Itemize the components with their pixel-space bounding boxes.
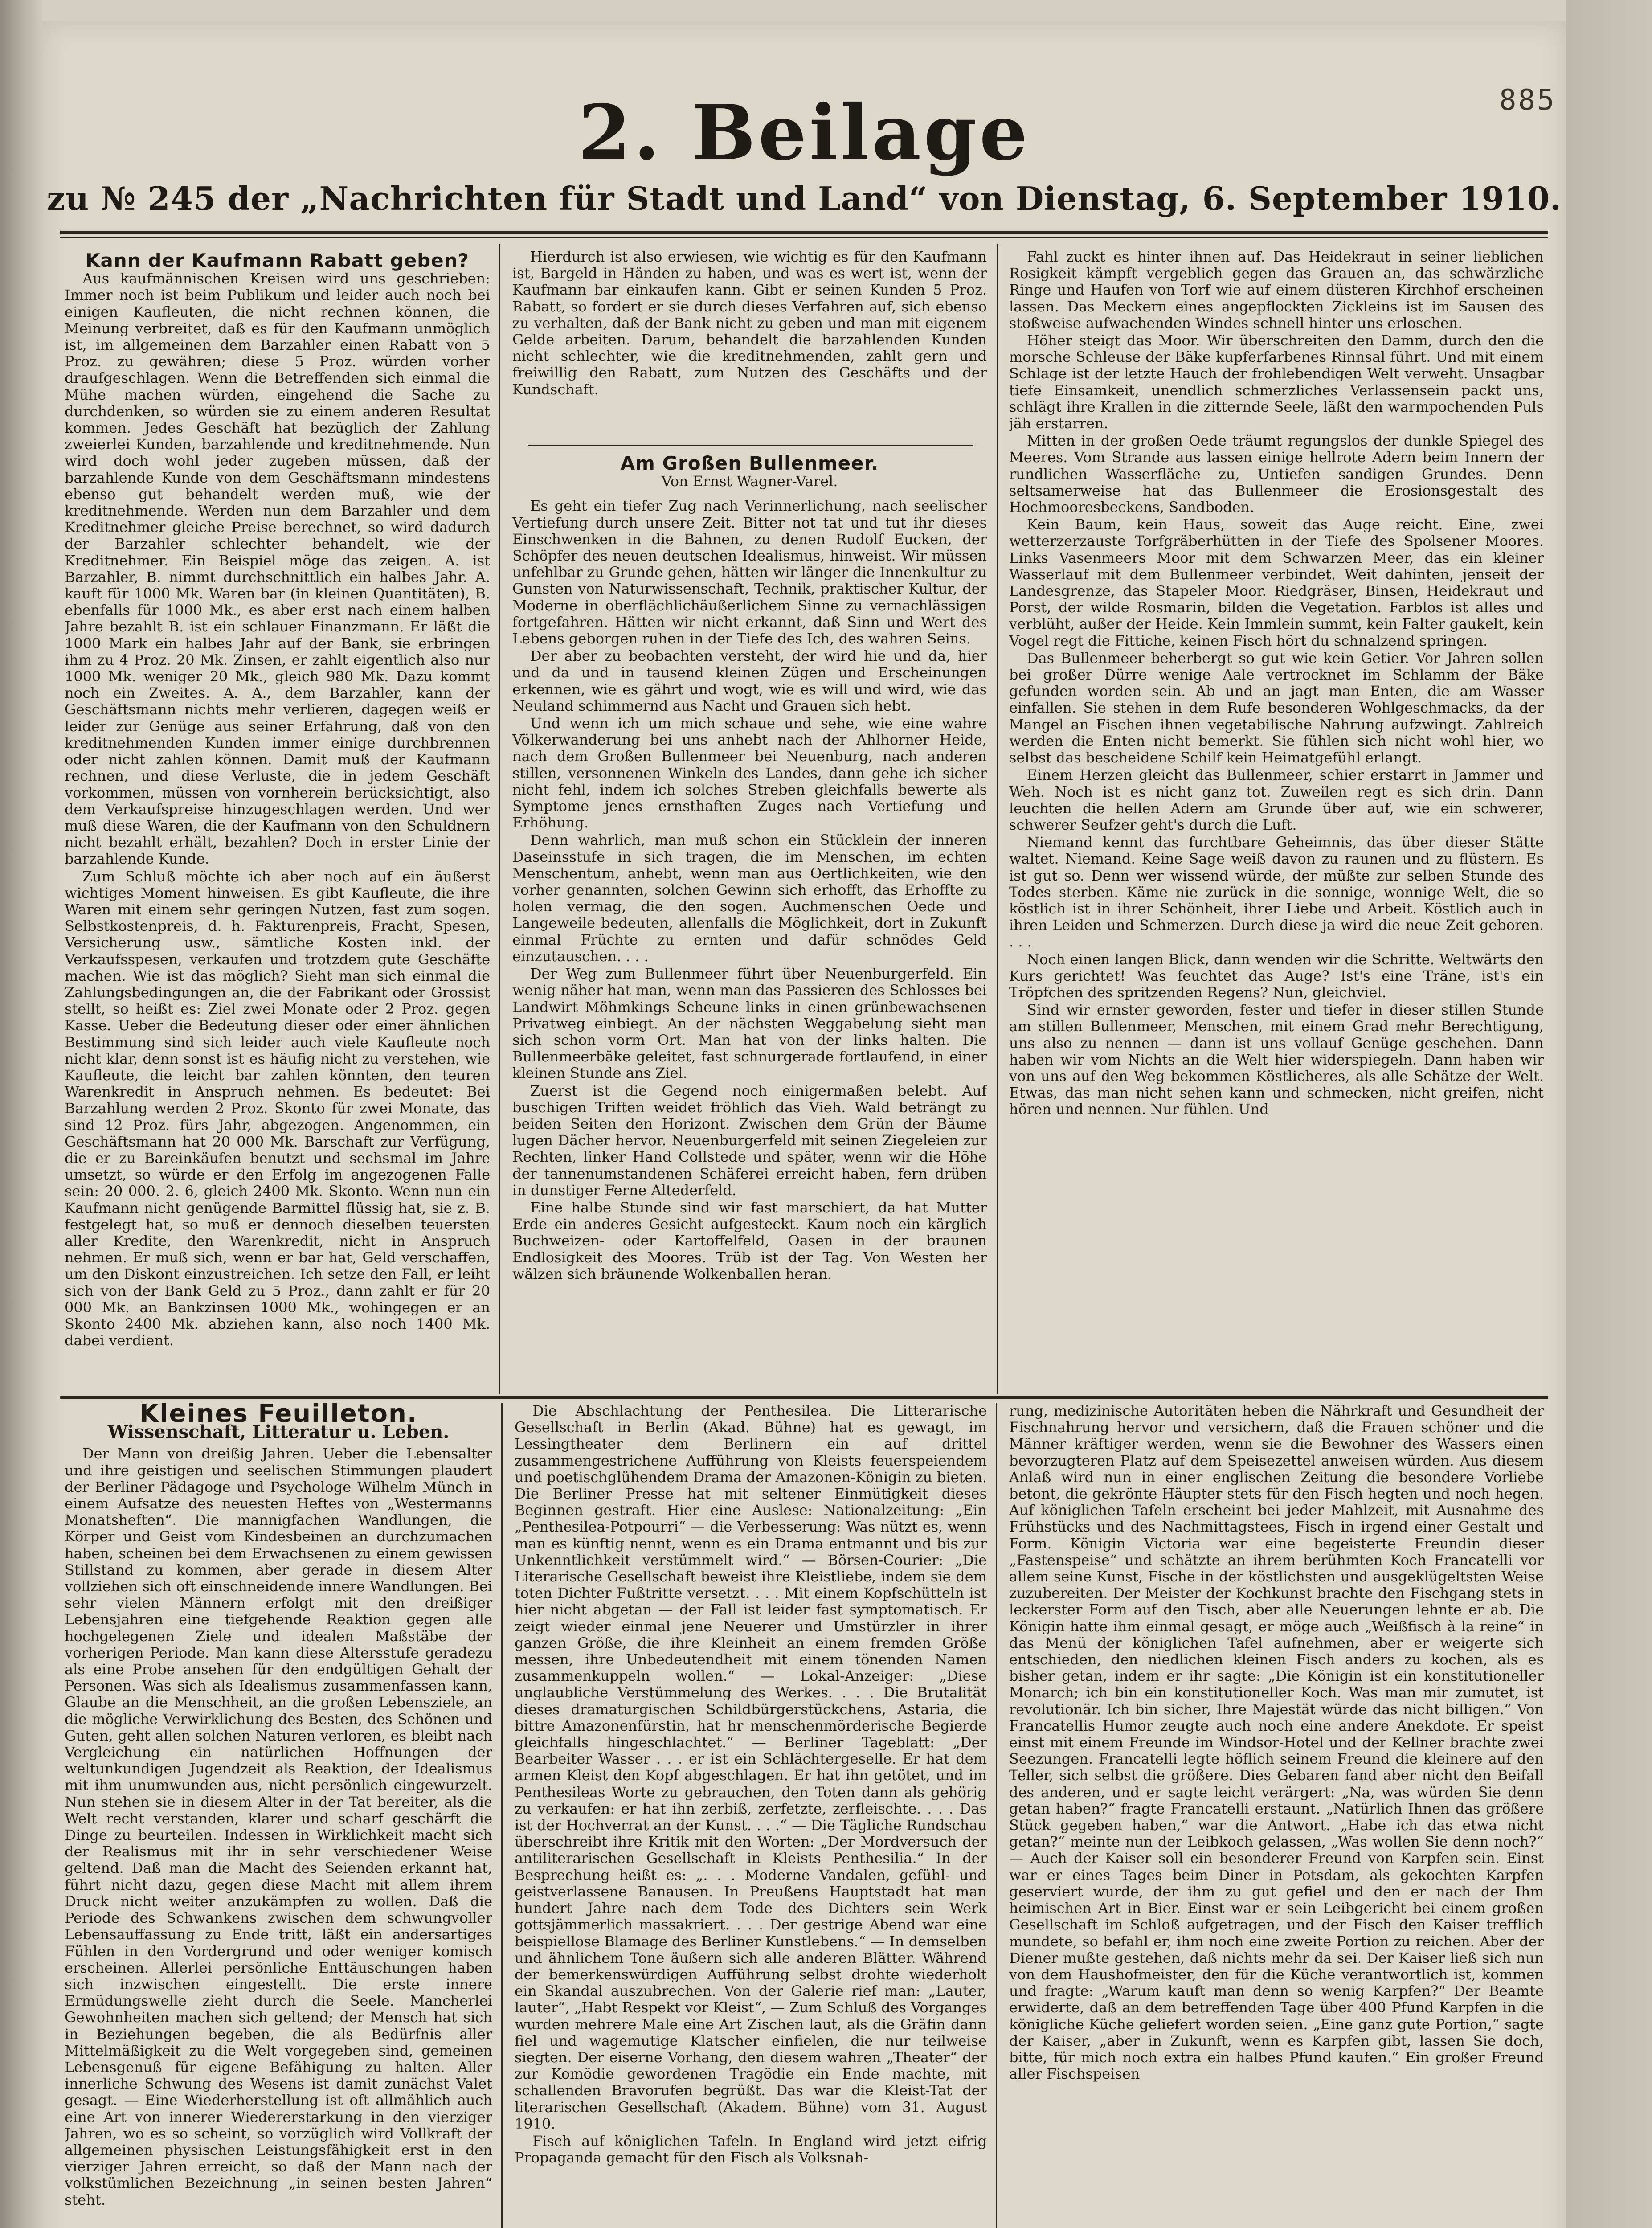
paragraph: Aus kaufmännischen Kreisen wird uns geschrieben: Immer noch ist beim Publikum und leider auch noch bei einigen Kaufleuten, die nicht rechnen können, die Meinung verbreitet, daß es für den Kaufmann unmöglich ist, im allgemeinen dem Barzahler einen Rabatt von 5 Proz. zu gewähren; diese 5 Proz. würden vorher draufgeschlagen. Wenn die Betreffenden sich einmal die Mühe machen würden, eingehend die Sache zu durchdenken, so würden sie zu einem anderen Resultat kommen. Jedes Geschäft hat bezüglich der Zahlung zweierlei Kunden, barzahlende und kreditnehmende. Nun wird doch wohl jeder zugeben müssen, daß der barzahlende Kunde von dem Geschäftsmann mindestens ebenso gut behandelt werden muß, wie der kreditnehmende. Werden nun dem Barzahler und dem Kreditnehmer gleiche Preise berechnet, so wird dadurch der Barzahler schlechter behandelt, wie der Kreditnehmer. Ein Beispiel möge das zeigen. A. ist Barzahler, B. nimmt durchschnittlich ein halbes Jahr. A. kauft für 1000 Mk. Waren bar (in kleinen Quantitäten), B. ebenfalls für 1000 Mk., es aber erst nach einem halben Jahre bezahlt B. ist ein schlauer Finanzmann. Er läßt die 1000 Mark ein halbes Jahr auf der Bank, sie erbringen ihm zu 4 Proz. 20 Mk. Zinsen, er zahlt eigentlich also nur 1000 Mk. weniger 20 Mk., gleich 980 Mk. Dazu kommt noch ein Zweites. A. A., dem Barzahler, kann der Geschäftsmann nichts mehr verlieren, dagegen weiß er leider zur Genüge aus seiner Erfahrung, daß von den kreditnehmenden Kunden immer einige durchbrennen oder nicht zahlen können. Damit muß der Kaufmann rechnen, und diese Verluste, die in jedem Geschäft vorkommen, müssen von vornherein berücksichtigt, also dem Verkaufspreise hinzugeschlagen werden. Und wer muß diese Waren, die der Kaufmann von den Schuldnern nicht bezahlt erhält, bezahlen? Doch in erster Linie der barzahlende Kunde. [65,270,490,868]
section-subtitle: Wissenschaft, Litteratur u. Leben. [107,1421,450,1443]
column-bullenmeer-continued [1009,249,1544,1394]
paragraph: Fisch auf königlichen Tafeln. In England wird jetzt eifrig Propaganda gemacht für den Fisch als Volksnah- [515,2132,987,2167]
column-divider [997,244,998,1394]
paragraph: Es geht ein tiefer Zug nach Verinnerlichung, nach seelischer Vertiefung durch unsere Zeit. Bitter not tat und tut ihr dieses Einschwenken in die Bahnen, zu denen Rudolf Eucken, der Schöpfer des neuen deutschen Idealismus, hinweist. Wir müssen unfehlbar zu Grunde gehen, hätten wir länger die Innenkultur zu Gunsten von Naturwissenschaft, Technik, praktischer Kultur, der Moderne in oberflächlichäußerlichem Sinne zu vernachlässigen fortgefahren. Hätten wir nicht erkannt, daß Sinn und Wert des Lebens geborgen ruhen in der Tiefe des Ich, des wahren Seins. [512,497,987,647]
column-feuilleton [65,1403,492,2228]
paragraph: Der Weg zum Bullenmeer führt über Neuenburgerfeld. Ein wenig näher hat man, wenn man das Passieren des Schlosses bei Landwirt Möhmkings Scheune links in einen grünbewachsenen Privatweg einbiegt. An der nächsten Weggabelung sieht man sich schon vorm Ort. Man hat von der links halten. Die Bullenmeerbäke geleitet, fast schnurgerade fortlaufend, in einer kleinen Stunde ans Ziel. [512,965,987,1082]
column-divider [501,1403,503,2228]
paragraph: Höher steigt das Moor. Wir überschreiten den Damm, durch den die morsche Schleuse der Bäke kupferfarbenes Rinnsal führt. Und mit einem Schlage ist der letzte Hauch der frohlebendigen Welt verweht. Unsagbar tiefe Einsamkeit, unendlich schmerzliches Verlassensein packt uns, schlägt ihre Krallen in die zitternde Seele, läßt den warmpochenden Puls jäh erstarren. [1009,332,1544,432]
column-rabatt [65,249,490,1394]
paragraph: Fahl zuckt es hinter ihnen auf. Das Heidekraut in seiner lieblichen Rosigkeit kämpft vergeblich gegen das Grauen an, das schwärzliche Ringe und Haufen von Torf wie auf einem düsteren Kirchhof erscheinen lassen. Das Meckern eines angepflockten Zickleins ist im Sausen des stoßweise aufwachenden Windes schnell hinter uns erloschen. [1009,249,1544,332]
paragraph: Noch einen langen Blick, dann wenden wir die Schritte. Weltwärts den Kurs gerichtet! Was feuchtet das Auge? Ist's eine Träne, ist's ein Tröpfchen des spritzenden Regens? Nun, gleichviel. [1009,950,1544,1001]
newspaper-page [42,21,1566,2228]
paragraph: Der Mann von dreißig Jahren. Ueber die Lebensalter und ihre geistigen und seelischen Stimmungen plaudert der Berliner Pädagoge und Psychologe Wilhelm Münch in einem Aufsatze des neuesten Heftes von „Westermanns Monatsheften“. Die mannigfachen Wandlungen, die Körper und Geist vom Kindesbeinen an durchzumachen haben, scheinen bei dem Erwachsenen zu einem gewissen Stillstand zu kommen, aber gerade in diesem Alter vollziehen sich oft einschneidende innere Wandlungen. Bei sehr vielen Männern erfolgt mit den dreißiger Lebensjahren eine tiefgehende Reaktion gegen alle hochgelegenen Ziele und idealen Maßstäbe der vorherigen Periode. Man kann diese Altersstufe geradezu als eine Probe ansehen für den endgültigen Gehalt der Personen. Was sich als Idealismus zusammenfassen kann, Glaube an die Menschheit, an die großen Lebensziele, an die mögliche Verwirklichung des Besten, des Schönen und Guten, geht allen solchen Naturen verloren, es bleibt nach Vergleichung ein natürlichen Hoffnungen der weltunkundigen Jugendzeit als Reaktion, der Idealismus mit ihm unumwunden aus, nicht persönlich eingewurzelt. Nun stehen sie in diesem Alter in der Tat bereiter, als die Welt recht verstanden, klarer und scharf geschärft die Dinge zu beurteilen. Indessen in Wirklichkeit macht sich der Realismus mit ihr in sehr verschiedener Weise geltend. Daß man die Macht des Seienden erkannt hat, führt nicht dazu, gegen diese Macht mit allem ihrem Druck nicht weiter anzukämpfen zu wollen. Daß die Periode des Schwankens zwischen dem schwungvoller Lebensauffassung zu Ende tritt, läßt ein andersartiges Fühlen in den Vordergrund und oder weniger komisch erscheinen. Allerlei persönliche Enttäuschungen haben sich inzwischen eingestellt. Die erste innere Ermüdungswelle zieht durch die Seele. Mancherlei Gewohnheiten machen sich geltend; der Mensch hat sich in Beziehungen begeben, die als Bedürfnis aller Mittelmäßigkeit zu die Welt vorgegeben sind, gemeinen Lebensgenuß für eigene Befähigung zu halten. Aller innerliche Schwung des Wesens ist damit zunächst Valet gesagt. — Eine Wiederherstellung ist oft allmählich auch eine Art von innerer Wiedererstarkung in den vierziger Jahren, wo es so scheint, so vorzüglich wird Vollkraft der allgemeinen physischen Leistungsfähigkeit erst in den vierziger Jahren erreicht, so daß der Mann nach der volkstümlichen Bezeichnung „in seinen besten Jahren“ steht. [65,1445,492,2208]
article-separator [528,445,973,446]
paragraph: Hierdurch ist also erwiesen, wie wichtig es für den Kaufmann ist, Bargeld in Händen zu haben, und was es wert ist, wenn der Kaufmann bar einkaufen kann. Gibt er seinen Kunden 5 Proz. Rabatt, so fordert er sie durch dieses Verfahren auf, sich ebenso zu verhalten, daß der Bank nicht zu geben und man mit eigenem Gelde arbeiten. Darum, behandelt die barzahlenden Kunden nicht schlechter, wie die kreditnehmenden, zahlt gern und freiwillig den Rabatt, zum Nutzen des Geschäfts und der Kundschaft. [512,249,987,398]
column-divider [499,244,500,1394]
column-bullenmeer [512,451,987,1394]
paragraph: Und wenn ich um mich schaue und sehe, wie eine wahre Völkerwanderung bei uns anhebt nach der Ahlhorner Heide, nach dem Großen Bullenmeer bei Neuenburg, nach anderen stillen, versonnenen Winkeln des Landes, dann gehe ich sicher nicht fehl, indem ich solches Streben gleichfalls bewerte als Symptome jenes ernsthaften Zuges nach Vertiefung und Erhöhung. [512,715,987,831]
paragraph: rung, medizinische Autoritäten heben die Nährkraft und Gesundheit der Fischnahrung hervor und versichern, daß die Frauen schöner und die Männer kräftiger werden, wenn sie die Bewohner des Wassers einen bevorzugteren Platz auf dem Speisezettel anweisen würden. Aus diesem Anlaß wird nun in einer englischen Zeitung die besondere Vorliebe betont, die gekrönte Häupter stets für den Fisch hegten und noch hegen. Auf königlichen Tafeln erscheint bei jeder Mahlzeit, mit Ausnahme des Frühstücks und des Nachmittagstees, Fisch in irgend einer Gestalt und Form. Königin Victoria war eine begeisterte Freundin dieser „Fastenspeise“ und schätzte an ihrem berühmten Koch Francatelli vor allem seine Kunst, Fische in der köstlichsten und ausgeklügeltsten Weise zuzubereiten. Der Meister der Kochkunst brachte den Fischgang stets in leckerster Form auf den Tisch, aber alle Neuerungen lehnte er ab. Die Königin hatte ihm einmal gesagt, er möge auch „Weißfisch à la reine“ in das Menü der königlichen Tafel aufnehmen, aber er weigerte sich entschieden, den niedlichen kleinen Fisch anders zu kochen, als es bisher getan, indem er ihr sagte: „Die Königin ist ein konstitutioneller Monarch; ich bin ein konstitutioneller Koch. Was man mir zumutet, ist revolutionär. Ich bin sicher, Ihre Majestät würde das nicht billigen.“ Von Francatellis Humor zeugte auch noch eine andere Anekdote. Er speist einst mit einem Freunde im Windsor-Hotel und der Kellner brachte zwei Seezungen. Francatelli legte höflich seinem Freund die kleinere auf den Teller, sich selbst die größere. Dies Gebaren fand aber nicht den Beifall des anderen, und er sagte leicht verärgert: „Na, was würden Sie denn getan haben?“ fragte Francatelli erstaunt. „Natürlich Ihnen das größere Stück gegeben haben,“ war die Antwort. „Habe ich das etwa nicht getan?“ meinte nun der Leibkoch gelassen, „Was wollen Sie denn noch?“ — Auch der Kaiser soll ein besonderer Freund von Karpfen sein. Einst war er eines Tages beim Diner in Potsdam, als gekochten Karpfen geserviert wurde, der ihm zu gut gefiel und den er nach der Ihm heimischen Art in Bier. Einst war er sein Leibgericht bei einem großen Gesellschaft im Schloß aufgetragen, und der Fisch den Kaiser trefflich mundete, so befahl er, ihm noch eine zweite Portion zu reichen. Aber der Diener mußte gestehen, daß nichts mehr da sei. Der Kaiser ließ sich nun von dem Haushofmeister, den für die Küche verantwortlich ist, kommen und fragte: „Warum kauft man denn so wenig Karpfen?“ Der Beamte erwiderte, daß an dem betreffenden Tage über 400 Pfund Karpfen in die königliche Küche geliefert worden seien. „Eine ganz gute Portion,“ sagte der Kaiser, „aber in Zukunft, wenn es Karpfen gibt, lassen Sie doch, bitte, für mich noch extra ein halbes Pfund kaufen.“ Ein großer Freund aller Fischspeisen [1009,1403,1544,2083]
column-divider [996,1403,997,2228]
paragraph: Die Abschlachtung der Penthesilea. Die Litterarische Gesellschaft in Berlin (Akad. Bühne) hat es gewagt, im Lessingtheater dem Berlinern ein auf drittel zusammengestrichene Aufführung von Kleists feuerspeiendem und poetischglühendem Drama der Amazonen-Königin zu bieten. Die Berliner Presse hat mit seltener Einmütigkeit dieses Beginnen gestraft. Hier eine Auslese: Nationalzeitung: „Ein „Penthesilea-Potpourri“ — die Verbesserung: Was nützt es, wenn man es künftig nennt, wenn es ein Drama entmannt und bis zur Unkenntlichkeit verstümmelt wird.“ — Börsen-Courier: „Die Literarische Gesellschaft beweist ihre Kleistliebe, indem sie dem toten Dichter Fußtritte versetzt. . . . Mit einem Kopfschütteln ist hier nicht abgetan — der Fall ist leider fast symptomatisch. Er zeigt wieder einmal jene Neuerer und Umstürzler in ihrer ganzen Größe, die ihre Kleinheit an einem fremden Größe messen, ihre Unbedeutendheit mit einem tönenden Namen zusammenkuppeln wollen.“ — Lokal-Anzeiger: „Diese unglaubliche Verstümmelung des Werkes. . . . Die Brutalität dieses dramaturgischen Schildbürgerstückchens, Astaria, die bittre Amazonenfürstin, hat hr menschenmörderische Begierde gleichfalls hingeschlachtet.“ — Berliner Tageblatt: „Der Bearbeiter Wasser . . . er ist ein Schlächtergeselle. Er hat dem armen Kleist den Kopf abgeschlagen. Er hat ihn getötet, und im Penthesileas Worte zu gebrauchen, den Toten dann als gehörig zu verkaufen: er hat ihn zerbiß, zerfetzte, zerfleischte. . . . Das ist der Hochverrat an der Kunst. . . .“ — Die Tägliche Rundschau überschreibt ihre Kritik mit den Worten: „Der Mordversuch der antiliterarischen Gesellschaft in Kleists Penthesilia.“ In der Besprechung heißt es: „. . . Moderne Vandalen, gefühl- und geistverlassene Banausen. In Preußens Hauptstadt hat man hundert Jahre nach dem Tode des Dichters sein Werk gottsjämmerlich massakriert. . . . Der gestrige Abend war eine beispiellose Blamage des Berliner Kunstlebens.“ — In demselben und ähnlichem Tone äußern sich alle anderen Blätter. Während der bemerkenswürdigen Aufführung selbst drohte wiederholt ein Skandal auszubrechen. Von der Galerie rief man: „Lauter, lauter“, „Habt Respekt vor Kleist“, — Zum Schluß des Vorganges wurden mehrere Male eine Art Zischen laut, als die Gräfin dann fiel und wagemutige Klatscher einfielen, die nur teilweise siegten. Der eiserne Vorhang, den diesem wahren „Theater“ der zur Komödie gewordenen Tragödie ein Ende machte, mit schallenden Bravorufen begrüßt. Das war die Kleist-Tat der literarischen Gesellschaft (Akadem. Bühne) vom 31. August 1910. [515,1403,987,2132]
section-title-feuilleton: Kleines Feuilleton. [139,1403,418,1428]
column-rabatt-continued [512,249,987,440]
header-rule-thick [60,231,1548,234]
page-number: 885 [1499,84,1556,117]
paragraph: Der aber zu beobachten versteht, der wird hie und da, hier und da und in tausend kleinen Zügen und Erscheinungen erkennen, wie es gährt und wogt, wie es will und wird, wie das Neuland schimmernd aus Nacht und Grauen sich hebt. [512,647,987,714]
paragraph: Zuerst ist die Gegend noch einigermaßen belebt. Auf buschigen Triften weidet fröhlich das Vieh. Wald beträngt zu beiden Seiten den Horizont. Zwischen dem Grün der Bäume lugen Dächer hervor. Neuenburgerfeld mit seinen Ziegeleien zur Rechten, linker Hand Collstede und später, wenn wir die Höhe der tannenumstandenen Schäferei erreicht haben, fern drüben in dunstiger Ferne Altederfeld. [512,1082,987,1199]
section-rule [60,1396,1548,1399]
page-edge [1566,0,1652,2228]
article-title-rabatt: Kann der Kaufmann Rabatt geben? [85,250,469,271]
paragraph: Niemand kennt das furchtbare Geheimnis, das über dieser Stätte waltet. Niemand. Keine Sage weiß davon zu raunen und zu flüstern. Es ist gut so. Denn wer wissend würde, der müßte zur selben Stunde des Todes sterben. Käme nie zurück in die sonnige, wonnige Welt, die so köstlich ist in ihrer Schönheit, ihrer Liebe und Arbeit. Köstlich auch in ihren Leiden und Schmerzen. Durch diese ja wird die neue Zeit geboren. . . . [1009,834,1544,950]
column-penthesilea [515,1403,987,2228]
paragraph: Einem Herzen gleicht das Bullenmeer, schier erstarrt in Jammer und Weh. Noch ist es nicht ganz tot. Zuweilen regt es sich drin. Dann leuchten die hellen Adern am Grunde über auf, wie ein schwerer, schwerer Seufzer geht's durch die Luft. [1009,766,1544,833]
column-fisch [1009,1403,1544,2228]
paragraph: Eine halbe Stunde sind wir fast marschiert, da hat Mutter Erde ein anderes Gesicht aufgesteckt. Kaum noch ein kärglich Buchweizen- oder Kartoffelfeld, Oasen in der braunen Endlosigkeit des Moores. Trüb ist der Tag. Von Westen her wälzen sich bräunende Wolkenballen heran. [512,1199,987,1282]
supplement-title: 2. Beilage [578,88,1030,177]
paragraph: Sind wir ernster geworden, fester und tiefer in dieser stillen Stunde am stillen Bullenmeer, Menschen, mit einem Grad mehr Berechtigung, uns also zu nennen — dann ist uns vollauf Genüge geschehen. Dann haben wir vom Nichts an die Welt hier widerspiegeln. Dann haben wir von uns auf den Weg bekommen Köstlicheres, als alle Schätze der Welt. Etwas, das man nicht sehen kann und schmecken, nicht greifen, nicht hören und nennen. Nur fühlen. Und [1009,1001,1544,1118]
paragraph: Mitten in der großen Oede träumt regungslos der dunkle Spiegel des Meeres. Vom Strande aus lassen einige hellrote Adern beim Innern der rundlichen Wasserfläche zu, Untiefen sandigen Grundes. Denn seltsamerweise hat das Bullenmeer die Erosionsgestalt des Hochmooresbeckens, Sandboden. [1009,432,1544,516]
paragraph: Das Bullenmeer beherbergt so gut wie kein Getier. Vor Jahren sollen bei großer Dürre wenige Aale vertrocknet im Schlamm der Bäke gefunden worden sein. Ab und an jagt man Enten, die am Wasser einfallen. Sie stehen in dem Rufe besonderen Wohlgeschmacks, da der Mangel an Fischen ihnen vegetabilische Nahrung aufzwingt. Zahlreich werden die Enten nicht bemerkt. Sie fühlen sich nicht wohl hier, wo selbst das bescheidene Schilf kein Heimatgefühl erlangt. [1009,649,1544,766]
article-author: Von Ernst Wagner-Varel. [661,473,838,490]
paragraph: Zum Schluß möchte ich aber noch auf ein äußerst wichtiges Moment hinweisen. Es gibt Kaufleute, die ihre Waren mit einem sehr geringen Nutzen, fast zum sogen. Selbstkostenpreis, d. h. Fakturenpreis, Fracht, Spesen, Versicherung usw., sämtliche Kosten inkl. der Verkaufsspesen, verkaufen und trotzdem gute Geschäfte machen. Wie ist das möglich? Sieht man sich einmal die Zahlungsbedingungen an, die der Fabrikant oder Grossist stellt, so heißt es: Ziel zwei Monate oder 2 Proz. gegen Kasse. Ueber die Bedeutung dieser oder einer ähnlichen Bestimmung sind sich leider auch viele Kaufleute noch nicht klar, denn sonst ist es häufig nicht zu verstehen, wie Kaufleute, die leicht bar zahlen könnten, den teuren Warenkredit in Anspruch nehmen. Es bedeutet: Bei Barzahlung werden 2 Proz. Skonto für zwei Monate, das sind 12 Proz. fürs Jahr, abgezogen. Angenommen, ein Geschäftsmann hat 20 000 Mk. Barschaft zur Verfügung, die er zu Bareinkäufen benutzt und sechsmal im Jahre umsetzt, so würde er den Erfolg im angezogenen Falle sein: 20 000. 2. 6, gleich 2400 Mk. Skonto. Wenn nun ein Kaufmann nicht genügende Barmittel flüssig hat, sie z. B. festgelegt hat, so muß er dennoch dieselben teuersten aller Kredite, den Warenkredit, nicht in Anspruch nehmen. Er muß sich, wenn er bar hat, Geld verschaffen, um den Diskont einzustreichen. Ich setze den Fall, er leiht sich von der Bank Geld zu 5 Proz., dann zahlt er für 20 000 Mk. an Bankzinsen 1000 Mk., wohingegen er an Skonto 2400 Mk. abziehen kann, also noch 1400 Mk. dabei verdient. [65,868,490,1349]
paragraph: Kein Baum, kein Haus, soweit das Auge reicht. Eine, zwei wetterzerzauste Torfgräberhütten in der Tiefe des Spolsener Moores. Links Vasenmeers Moor mit dem Schwarzen Meer, das ein kleiner Wasserlauf mit dem Bullenmeer verbindet. Weit dahinten, jenseit der Landesgrenze, das Stapeler Moor. Riedgräser, Binsen, Heidekraut und Porst, der wilde Rosmarin, bilden die Vegetation. Farblos ist alles und verblüht, außer der Heide. Kein Immlein summt, kein Falter gaukelt, kein Vogel regt die Fittiche, keinen Fisch hört du schnalzend springen. [1009,516,1544,649]
paragraph: Denn wahrlich, man muß schon ein Stücklein der inneren Daseinsstufe in sich tragen, die im Menschen, im echten Menschentum, anhebt, wenn man aus Oertlichkeiten, wie den vorher genannten, solchen Gewinn sich erhofft, das Erhoffte zu holen vermag, die den sogen. Auchmenschen Oede und Langeweile bedeuten, allenfalls die Möglichkeit, dort in Zukunft einmal Früchte zu ernten und dafür schnödes Geld einzutauschen. . . . [512,831,987,965]
article-title-bullenmeer: Am Großen Bullenmeer. [620,452,879,474]
binding-edge [0,0,42,2228]
issue-subtitle: zu № 245 der „Nachrichten für Stadt und Land“ von Dienstag, 6. September 1910. [47,180,1562,217]
header-rule-thin [60,237,1548,238]
